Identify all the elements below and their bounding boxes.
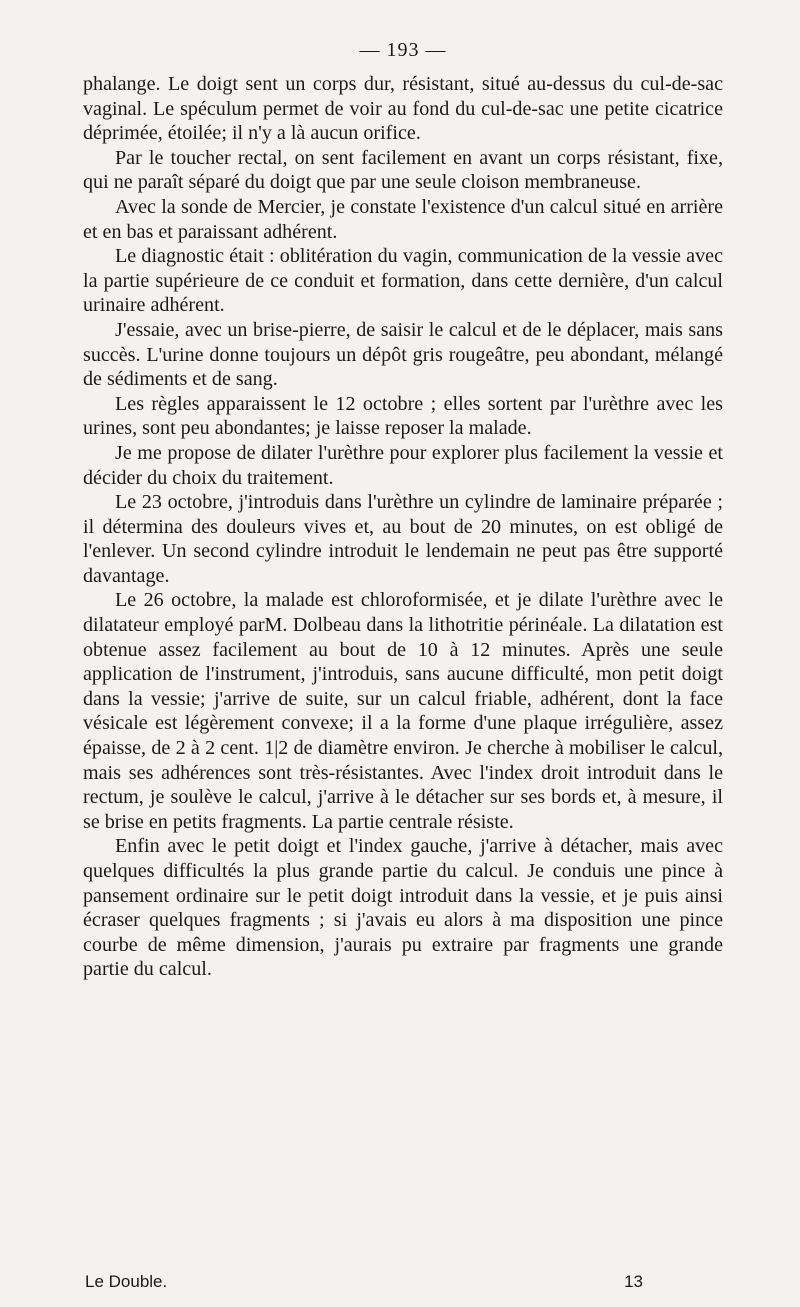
page-footer	[83, 1271, 723, 1293]
paragraph-7: Je me propose de dilater l'urèthre pour explorer plus facilement la vessie et décider du choix du traitement.	[83, 441, 723, 489]
paragraph-8: Le 23 octobre, j'introduis dans l'urèthre un cylindre de laminaire préparée ; il détermina des douleurs vives et, au bout de 20 minutes, on est obligé de l'enlever. Un second cylindre introduit le lendemain ne peut pas être supporté davantage.	[83, 491, 723, 587]
paragraph-2: Par le toucher rectal, on sent facilement en avant un corps résistant, fixe, qui ne paraît séparé du doigt que par une seule cloison membraneuse.	[83, 146, 723, 194]
footer-signature-number: 13	[624, 1272, 643, 1291]
paragraph-9: Le 26 octobre, la malade est chloroformisée, et je dilate l'urèthre avec le dilatateur employé parM. Dolbeau dans la lithotritie périnéale. La dilatation est obtenue assez facilement au bout de 10 à 12 minutes. Après une seule application de l'instrument, j'introduis, sans aucune difficulté, mon petit doigt dans la vessie; j'arrive de suite, sur un calcul friable, adhérent, dont la face vésicale est légèrement convexe; il a la forme d'une plaque irrégulière, assez épaisse, de 2 à 2 cent. 1|2 de diamètre environ. Je cherche à mobiliser le calcul, mais ses adhérences sont très-résistantes. Avec l'index droit introduit dans le rectum, je soulève le calcul, j'arrive à le détacher sur ses bords et, à mesure, il se brise en petits fragments. La partie centrale résiste.	[83, 589, 723, 833]
paragraph-1: phalange. Le doigt sent un corps dur, résistant, situé au-dessus du cul-de-sac vaginal. Le spéculum permet de voir au fond du cul-de-sac une petite cicatrice déprimée, étoilée; il n'y a là aucun orifice.	[83, 73, 723, 145]
document-page	[83, 36, 723, 1296]
body-text	[83, 72, 723, 982]
footer-signature: Le Double.	[85, 1272, 168, 1291]
paragraph-4: Le diagnostic était : oblitération du vagin, communication de la vessie avec la partie supérieure de ce conduit et formation, dans cette dernière, d'un calcul urinaire adhérent.	[83, 245, 723, 317]
page-number: — 193 —	[359, 39, 447, 61]
paragraph-5: J'essaie, avec un brise-pierre, de saisir le calcul et de le déplacer, mais sans succès. L'urine donne toujours un dépôt gris rougeâtre, peu abondant, mélangé de sédiments et de sang.	[83, 318, 723, 391]
paragraph-10: Enfin avec le petit doigt et l'index gauche, j'arrive à détacher, mais avec quelques difficultés la plus grande partie du calcul. Je conduis une pince à pansement ordinaire sur le petit doigt introduit dans la vessie, et je puis ainsi écraser quelques fragments ; si j'avais eu alors à ma disposition une pince courbe de même dimension, j'aurais pu extraire par fragments une grande partie du calcul.	[83, 835, 723, 981]
paragraph-3: Avec la sonde de Mercier, je constate l'existence d'un calcul situé en arrière et en bas et paraissant adhérent.	[83, 195, 723, 243]
paragraph-6: Les règles apparaissent le 12 octobre ; elles sortent par l'urèthre avec les urines, sont peu abondantes; je laisse reposer la malade.	[83, 392, 723, 440]
